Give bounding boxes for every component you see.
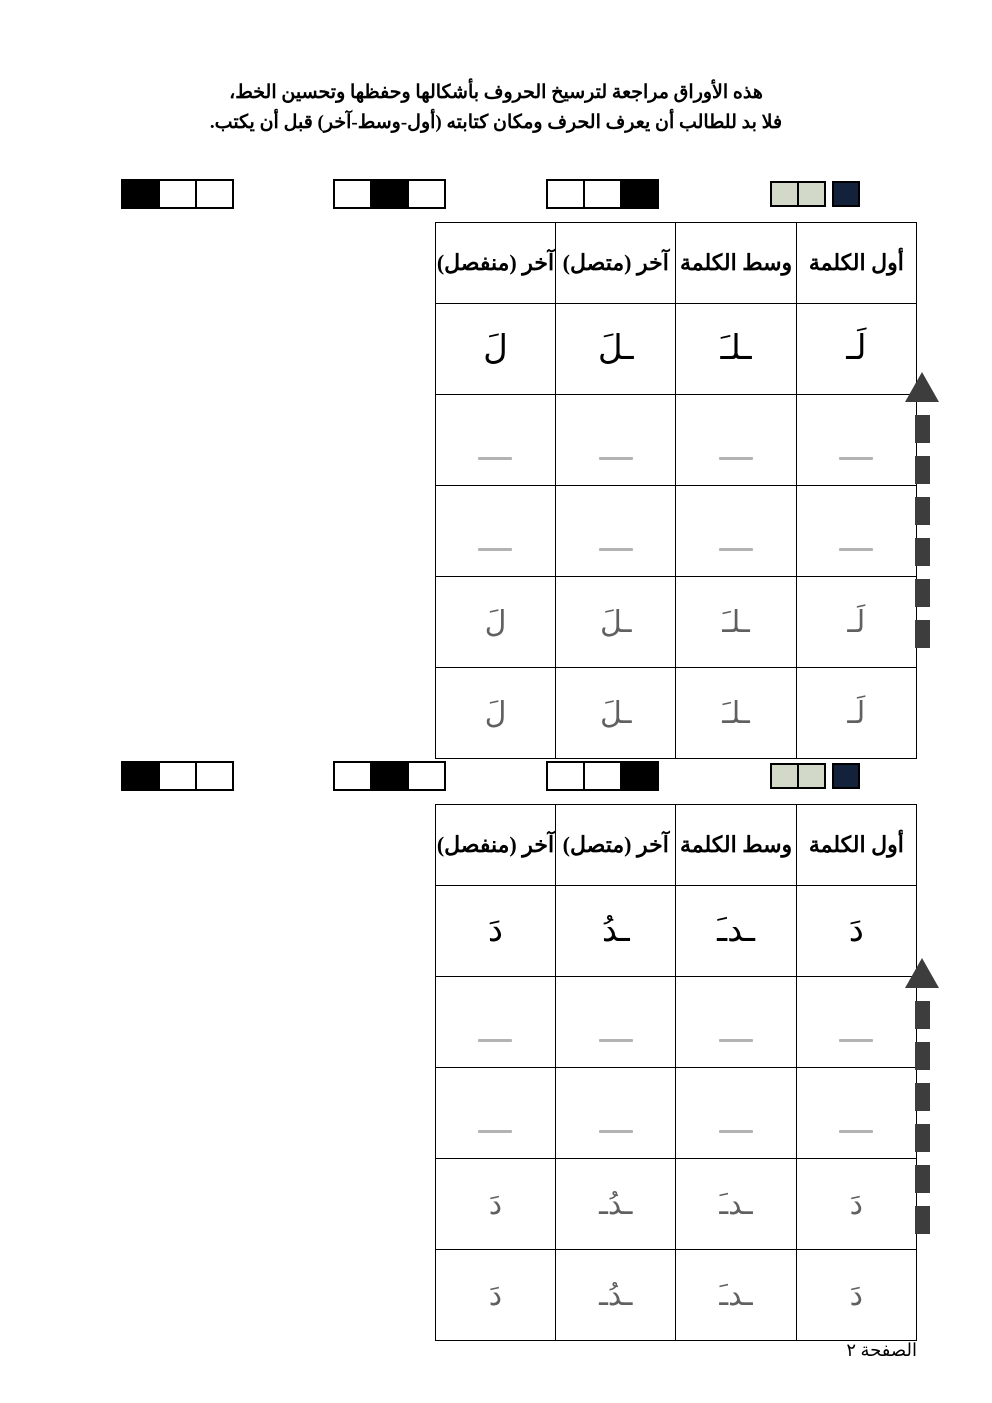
cell-blank-end-connected[interactable] — [556, 1068, 676, 1159]
arrow-head-icon — [905, 958, 939, 988]
practice-table-dal — [435, 804, 917, 1341]
cell-trace-middle[interactable] — [676, 577, 796, 668]
cell-trace-middle[interactable] — [676, 668, 796, 759]
letter-glyph: ـدـَ — [717, 910, 755, 950]
cell-trace-end-isolated[interactable] — [435, 1250, 555, 1341]
letter-glyph: دَ — [848, 910, 864, 950]
cell-model-end-isolated — [435, 304, 555, 395]
letter-glyph: لَـ — [846, 328, 867, 368]
arrow-dash — [915, 456, 930, 484]
arrow-dash — [915, 538, 930, 566]
swatch-seg-3 — [335, 763, 370, 789]
letter-glyph-trace: ـلَ — [600, 696, 632, 731]
legend-cell-end-isolated-1 — [712, 181, 917, 207]
swatch-end-isolated-icon — [770, 763, 860, 789]
swatch-seg-3 — [123, 763, 158, 789]
table-row — [435, 486, 916, 577]
letter-glyph-trace: لَـ — [847, 605, 866, 640]
baseline-rule — [719, 1039, 753, 1042]
table-row — [435, 304, 916, 395]
swatch-middle-icon — [333, 761, 446, 791]
cell-model-start — [796, 886, 916, 977]
intro-line-1: هذه الأوراق مراجعة لترسيخ الحروف بأشكالها وحفظها وتحسين الخط، — [229, 82, 763, 103]
legend-row-1 — [75, 178, 917, 210]
direction-arrow-up-2 — [905, 958, 939, 1234]
table-header-row — [435, 223, 916, 304]
cell-blank-middle[interactable] — [676, 395, 796, 486]
swatch-seg-dark — [832, 181, 860, 207]
arrow-head-icon — [905, 372, 939, 402]
intro-line-2: فلا بد للطالب أن يعرف الحرف ومكان كتابته (أول-وسط-آخر) قبل أن يكتب. — [209, 112, 783, 134]
baseline-rule — [599, 548, 633, 551]
swatch-seg-2 — [370, 763, 407, 789]
swatch-middle-icon — [333, 179, 446, 209]
cell-model-end-isolated — [435, 886, 555, 977]
column-header-middle: وسط الكلمة — [676, 223, 796, 304]
baseline-rule — [839, 548, 873, 551]
baseline-rule — [478, 1130, 512, 1133]
swatch-seg-2 — [583, 181, 620, 207]
letter-glyph-trace: ـدـَ — [719, 1187, 753, 1222]
swatch-seg-3 — [548, 763, 583, 789]
swatch-seg-1 — [620, 181, 657, 207]
cell-trace-end-connected[interactable] — [556, 577, 676, 668]
column-header-end-connected: آخر (متصل) — [556, 805, 676, 886]
swatch-seg-pair — [770, 763, 826, 789]
legend-cell-start-1 — [75, 179, 280, 209]
cell-trace-end-connected[interactable] — [556, 1159, 676, 1250]
table-row — [435, 977, 916, 1068]
direction-arrow-up-1 — [905, 372, 939, 648]
cell-blank-middle[interactable] — [676, 1068, 796, 1159]
column-header-start: أول الكلمة — [796, 223, 916, 304]
letter-glyph-trace: دَ — [849, 1278, 864, 1313]
table-row — [435, 1250, 916, 1341]
baseline-rule — [599, 1039, 633, 1042]
letter-glyph-trace: ـدـَ — [719, 1278, 753, 1313]
swatch-seg-3 — [548, 181, 583, 207]
cell-trace-end-isolated[interactable] — [435, 577, 555, 668]
cell-blank-end-isolated[interactable] — [435, 486, 555, 577]
letter-glyph-trace: ـلَ — [600, 605, 632, 640]
cell-trace-end-isolated[interactable] — [435, 1159, 555, 1250]
letter-glyph-trace: ـدُـ — [599, 1187, 633, 1222]
table-row — [435, 1068, 916, 1159]
baseline-rule — [478, 1039, 512, 1042]
swatch-seg-2 — [370, 181, 407, 207]
swatch-seg-2 — [158, 763, 195, 789]
cell-blank-middle[interactable] — [676, 977, 796, 1068]
swatch-end-isolated-icon — [770, 181, 860, 207]
cell-blank-start[interactable] — [796, 395, 916, 486]
cell-model-middle — [676, 304, 796, 395]
cell-blank-end-connected[interactable] — [556, 395, 676, 486]
swatch-start-icon — [121, 179, 234, 209]
letter-glyph-trace: لَـ — [847, 696, 866, 731]
swatch-seg-1 — [407, 763, 444, 789]
cell-trace-middle[interactable] — [676, 1250, 796, 1341]
baseline-rule — [839, 457, 873, 460]
legend-cell-end-connected-2 — [500, 761, 705, 791]
cell-blank-middle[interactable] — [676, 486, 796, 577]
column-header-end-isolated: آخر (منفصل) — [435, 805, 555, 886]
letter-glyph-trace: دَ — [488, 1278, 503, 1313]
cell-model-middle — [676, 886, 796, 977]
cell-model-end-connected — [556, 886, 676, 977]
table-row — [435, 1159, 916, 1250]
swatch-seg-2 — [583, 763, 620, 789]
letter-glyph-trace: لَ — [484, 605, 507, 640]
baseline-rule — [599, 1130, 633, 1133]
cell-blank-end-isolated[interactable] — [435, 1068, 555, 1159]
column-header-start: أول الكلمة — [796, 805, 916, 886]
cell-model-end-connected — [556, 304, 676, 395]
letter-glyph-trace: ـلـَ — [722, 696, 750, 731]
swatch-seg-1 — [620, 763, 657, 789]
arrow-dash — [915, 497, 930, 525]
column-header-end-isolated: آخر (منفصل) — [435, 223, 555, 304]
arrow-dash — [915, 1083, 930, 1111]
legend-cell-end-connected-1 — [500, 179, 705, 209]
cell-trace-start[interactable] — [796, 668, 916, 759]
swatch-seg-1 — [195, 181, 232, 207]
arrow-dash — [915, 415, 930, 443]
baseline-rule — [719, 457, 753, 460]
letter-glyph-trace: ـدُـ — [599, 1278, 633, 1313]
cell-blank-end-connected[interactable] — [556, 977, 676, 1068]
legend-cell-middle-1 — [287, 179, 492, 209]
cell-trace-start[interactable] — [796, 1159, 916, 1250]
cell-blank-end-isolated[interactable] — [435, 977, 555, 1068]
cell-blank-start[interactable] — [796, 1068, 916, 1159]
baseline-rule — [719, 548, 753, 551]
letter-glyph: دَ — [487, 910, 504, 950]
legend-row-2 — [75, 760, 917, 792]
cell-blank-end-isolated[interactable] — [435, 395, 555, 486]
table-row — [435, 395, 916, 486]
column-header-middle: وسط الكلمة — [676, 805, 796, 886]
letter-glyph-trace: دَ — [849, 1187, 864, 1222]
cell-trace-start[interactable] — [796, 1250, 916, 1341]
arrow-dash — [915, 1001, 930, 1029]
letter-glyph: ـلَ — [597, 328, 634, 368]
table-row — [435, 886, 916, 977]
cell-blank-end-connected[interactable] — [556, 486, 676, 577]
cell-model-start — [796, 304, 916, 395]
baseline-rule — [719, 1130, 753, 1133]
cell-trace-end-connected[interactable] — [556, 668, 676, 759]
swatch-seg-1 — [195, 763, 232, 789]
column-header-end-connected: آخر (متصل) — [556, 223, 676, 304]
page-footer: الصفحة ٢ — [846, 1340, 917, 1360]
swatch-start-icon — [121, 761, 234, 791]
intro-paragraph — [120, 78, 872, 139]
letter-glyph: ـدُ — [601, 910, 630, 950]
letter-glyph: ـلـَ — [720, 328, 752, 368]
cell-trace-middle[interactable] — [676, 1159, 796, 1250]
cell-trace-end-isolated[interactable] — [435, 668, 555, 759]
swatch-seg-dark — [832, 763, 860, 789]
legend-cell-end-isolated-2 — [712, 763, 917, 789]
baseline-rule — [599, 457, 633, 460]
swatch-seg-1 — [407, 181, 444, 207]
swatch-end-connected-icon — [546, 761, 659, 791]
baseline-rule — [839, 1130, 873, 1133]
baseline-rule — [478, 457, 512, 460]
arrow-dash — [915, 1124, 930, 1152]
cell-trace-start[interactable] — [796, 577, 916, 668]
legend-cell-start-2 — [75, 761, 280, 791]
arrow-dash — [915, 1042, 930, 1070]
arrow-dash — [915, 1165, 930, 1193]
swatch-seg-3 — [123, 181, 158, 207]
swatch-seg-3 — [335, 181, 370, 207]
practice-table-lam — [435, 222, 917, 759]
letter-glyph: لَ — [483, 328, 508, 368]
swatch-seg-2 — [158, 181, 195, 207]
table-header-row — [435, 805, 916, 886]
letter-glyph-trace: دَ — [488, 1187, 503, 1222]
arrow-dash — [915, 620, 930, 648]
table-row — [435, 577, 916, 668]
cell-blank-start[interactable] — [796, 486, 916, 577]
legend-cell-middle-2 — [287, 761, 492, 791]
baseline-rule — [478, 548, 512, 551]
cell-blank-start[interactable] — [796, 977, 916, 1068]
arrow-dash — [915, 579, 930, 607]
letter-glyph-trace: ـلـَ — [722, 605, 750, 640]
table-row — [435, 668, 916, 759]
cell-trace-end-connected[interactable] — [556, 1250, 676, 1341]
letter-glyph-trace: لَ — [484, 696, 507, 731]
arrow-dash — [915, 1206, 930, 1234]
swatch-seg-pair — [770, 181, 826, 207]
swatch-end-connected-icon — [546, 179, 659, 209]
baseline-rule — [839, 1039, 873, 1042]
